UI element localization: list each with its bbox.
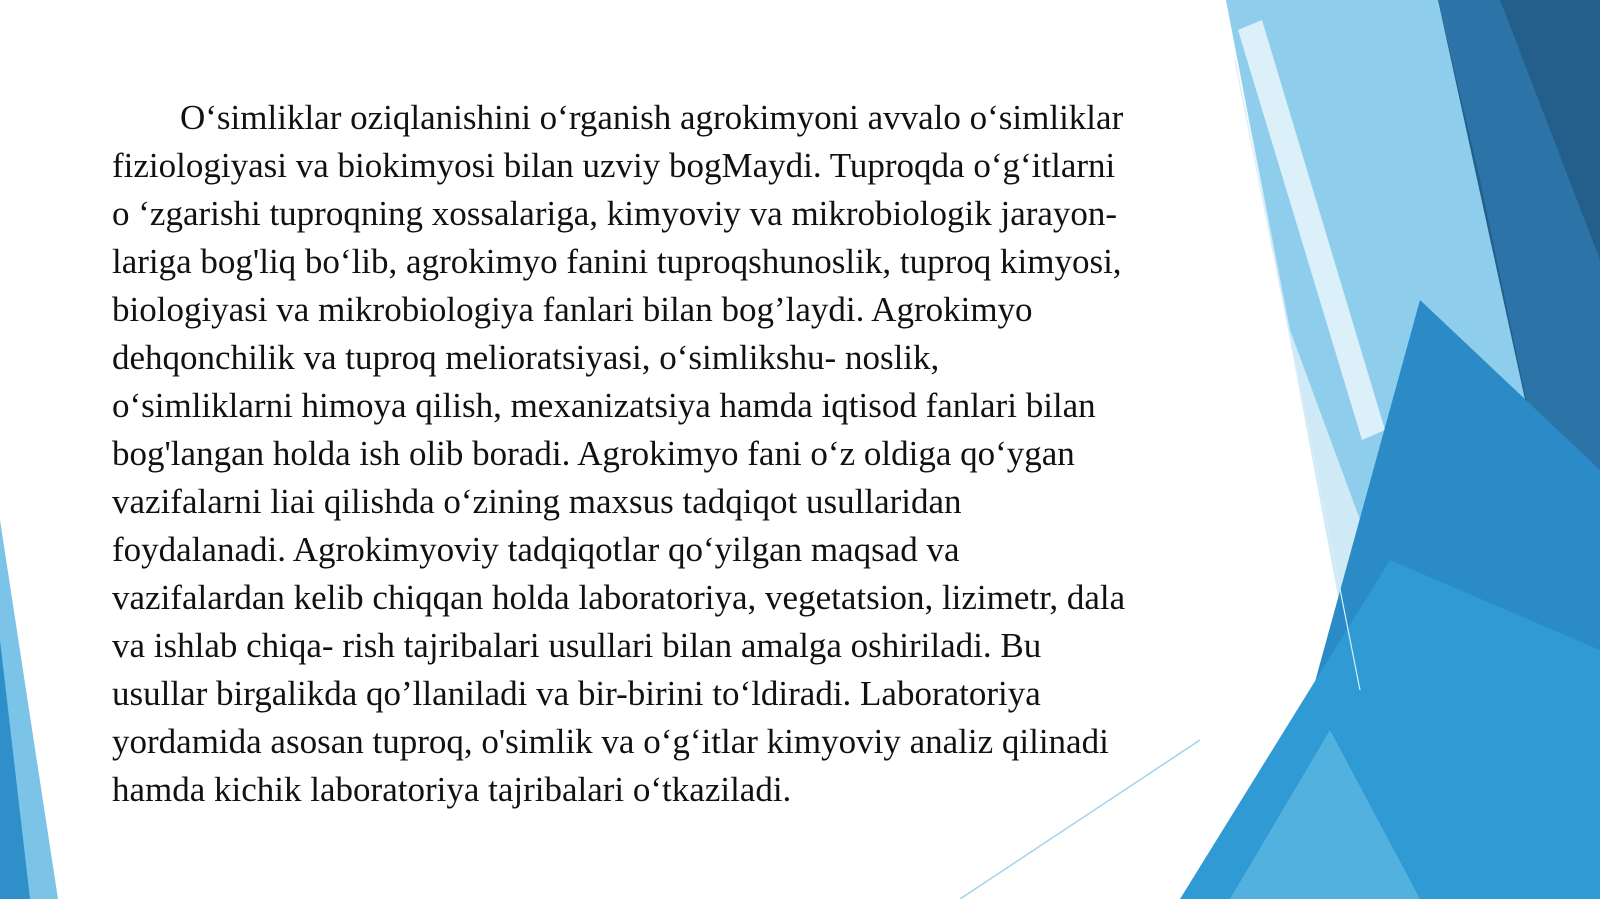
paragraph-line: biologiyasi va mikrobiologiya fanlari bilan bog’laydi. Agrokimyo [112,290,1033,329]
paragraph-line: dehqonchilik va tuproq melioratsiyasi, o‘simlikshu- noslik, [112,338,940,377]
paragraph-line: va ishlab chiqa- rish tajribalari usullari bilan amalga oshiriladi. Bu [112,626,1042,665]
paragraph-line: bog'langan holda ish olib boradi. Agrokimyo fani o‘z oldiga qo‘ygan [112,434,1075,473]
paragraph-line: o ‘zgarishi tuproqning xossalariga, kimyoviy va mikrobiologik jarayon- [112,194,1118,233]
paragraph-line: fiziologiyasi va biokimyosi bilan uzviy bogMaydi. Tuproqda o‘g‘itlarni [112,146,1116,185]
paragraph-line: hamda kichik laboratoriya tajribalari o‘tkaziladi. [112,770,792,809]
paragraph-line: lariga bog'liq bo‘lib, agrokimyo fanini tuproqshunoslik, tuproq kimyosi, [112,242,1122,281]
paragraph-line: O‘simliklar oziqlanishini o‘rganish agrokimyoni avvalo o‘simliklar [180,98,1124,137]
paragraph-line: usullar birgalikda qo’llaniladi va bir-birini to‘ldiradi. Laboratoriya [112,674,1041,713]
body-paragraph [112,94,1292,814]
paragraph-line: vazifalardan kelib chiqqan holda laboratoriya, vegetatsion, lizimetr, dala [112,578,1126,617]
paragraph-line: o‘simliklarni himoya qilish, mexanizatsiya hamda iqtisod fanlari bilan [112,386,1096,425]
paragraph-line: yordamida asosan tuproq, o'simlik va o‘g‘itlar kimyoviy analiz qilinadi [112,722,1109,761]
paragraph-line: foydalanadi. Agrokimyoviy tadqiqotlar qo‘yilgan maqsad va [112,530,960,569]
paragraph-line: vazifalarni liai qilishda o‘zining maxsus tadqiqot usullaridan [112,482,962,521]
